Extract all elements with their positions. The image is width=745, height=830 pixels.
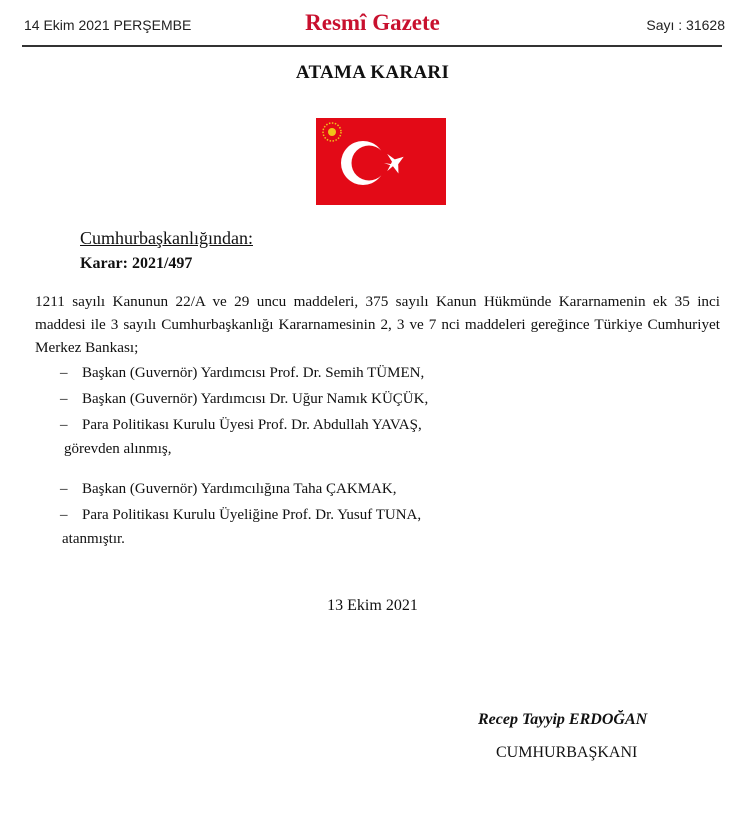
turkish-flag-icon (316, 118, 446, 205)
emblem-center (328, 128, 336, 136)
issuing-authority: Cumhurbaşkanlığından: (80, 228, 253, 248)
gazette-title: Resmî Gazete (305, 10, 440, 35)
signer-name: Recep Tayyip ERDOĞAN (478, 711, 648, 728)
signer-title: CUMHURBAŞKANI (496, 744, 638, 761)
header-date: 14 Ekim 2021 PERŞEMBE (24, 17, 192, 33)
gazette-header (0, 0, 745, 47)
dismissed-item: – Başkan (Guvernör) Yardımcısı Prof. Dr. Semih TÜMEN, (60, 365, 425, 381)
crescent-inner (352, 146, 387, 181)
document-title: ATAMA KARARI (295, 62, 450, 83)
dismissed-item: – Para Politikası Kurulu Üyesi Prof. Dr. Abdullah YAVAŞ, (60, 417, 422, 433)
decision-intro: 1211 sayılı Kanunun 22/A ve 29 uncu maddeleri, 375 sayılı Kanun Hükmünde Kararnamenin ek 35 inci maddesi ile 3 sayılı Cumhurbaşkanlığı Kararnamesinin 2, 3 ve 7 nci maddeleri gereğince Türkiye Cumhuriyet Merkez Bankası; (35, 293, 720, 356)
issue-number: Sayı : 31628 (646, 17, 725, 33)
appointed-item: – Başkan (Guvernör) Yardımcılığına Taha ÇAKMAK, (60, 481, 397, 497)
dismissed-closing: görevden alınmış, (64, 441, 172, 457)
appointed-closing: atanmıştır. (62, 531, 125, 547)
dismissed-item: – Başkan (Guvernör) Yardımcısı Dr. Uğur Namık KÜÇÜK, (60, 391, 429, 407)
decision-date: 13 Ekim 2021 (327, 597, 418, 614)
appointed-item: – Para Politikası Kurulu Üyeliğine Prof. Dr. Yusuf TUNA, (60, 507, 422, 523)
header-divider (22, 45, 722, 47)
decision-number: Karar: 2021/497 (80, 255, 193, 272)
